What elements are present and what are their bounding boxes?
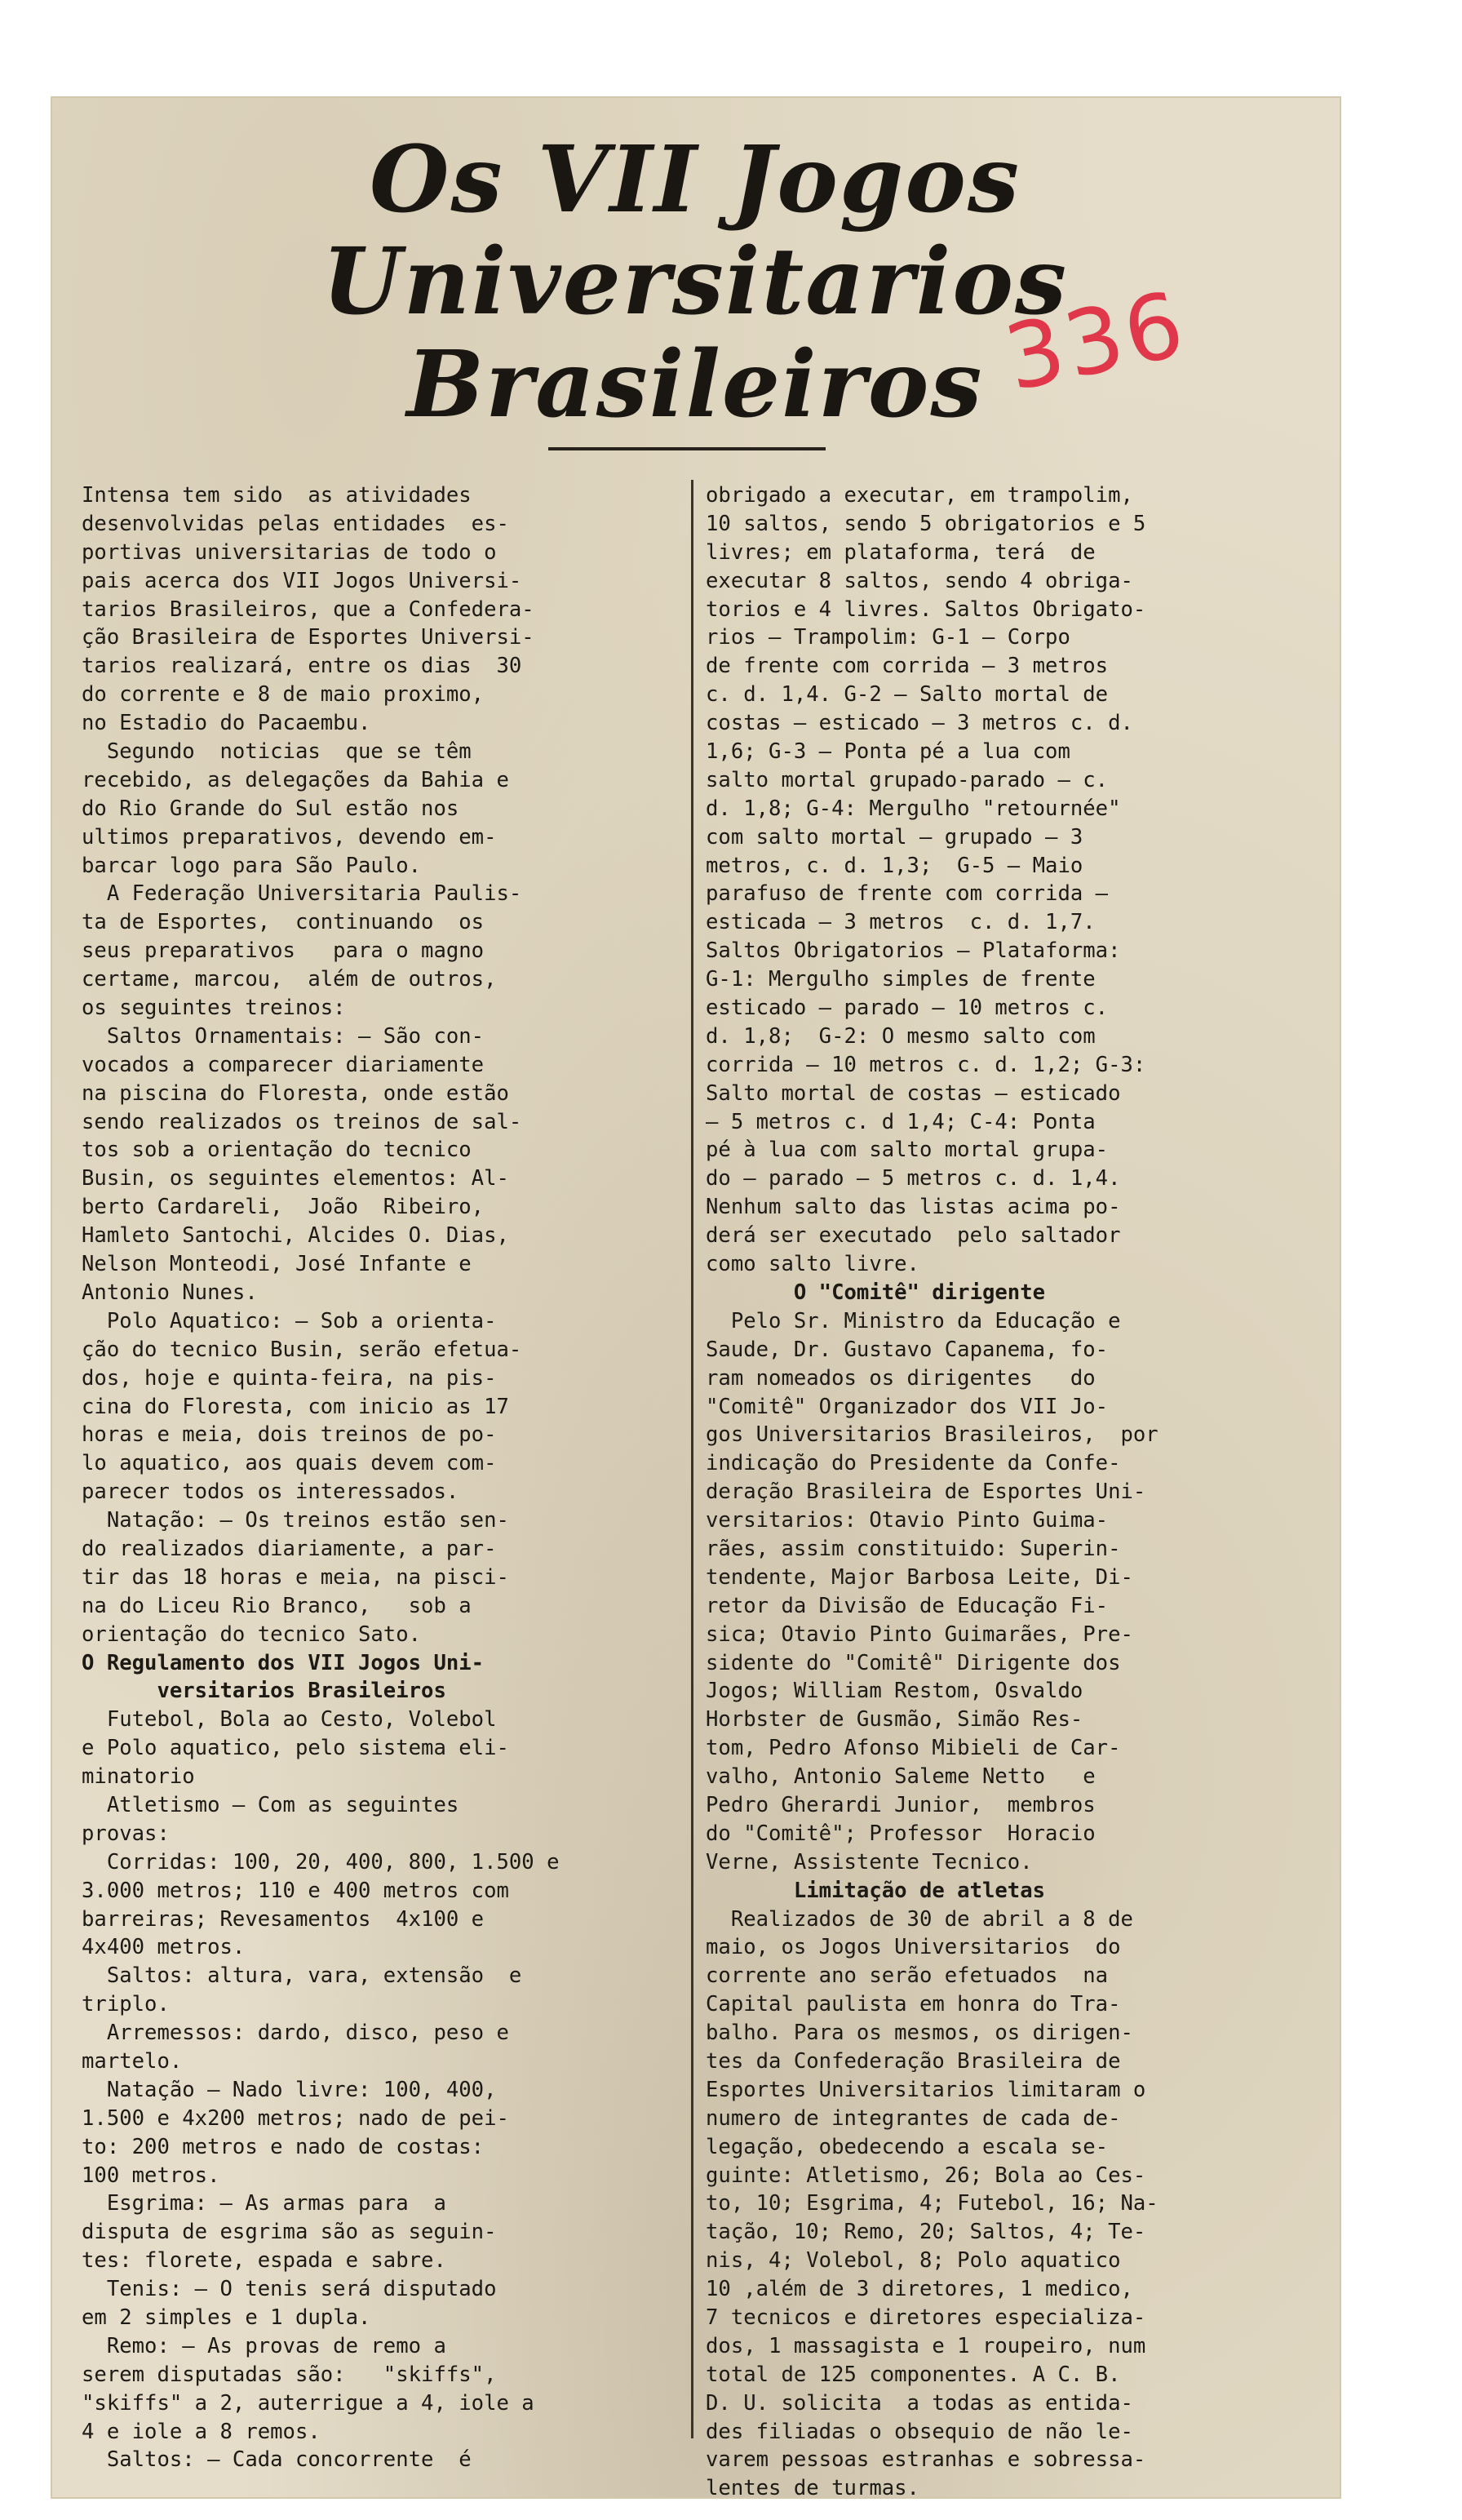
left-column-line: martelo. bbox=[82, 2048, 183, 2074]
right-column-line: Nenhum salto das listas acima po- bbox=[706, 1195, 1121, 1220]
right-column-line: sidente do "Comitê" Dirigente dos bbox=[706, 1650, 1121, 1675]
right-column-line: tom, Pedro Afonso Mibieli de Car- bbox=[706, 1736, 1121, 1761]
right-column-line: Jogos; William Restom, Osvaldo bbox=[706, 1679, 1083, 1704]
left-column-line: certame, marcou, além de outros, bbox=[82, 967, 497, 992]
left-column-line: ta de Esportes, continuando os bbox=[82, 910, 485, 935]
left-column-line: seus preparativos para o magno bbox=[82, 938, 485, 964]
right-column-line: maio, os Jogos Universitarios do bbox=[706, 1935, 1121, 1960]
right-column-line: costas — esticado — 3 metros c. d. bbox=[706, 711, 1133, 736]
right-column-line: tes da Confederação Brasileira de bbox=[706, 2048, 1121, 2074]
right-column-line: versitarios: Otavio Pinto Guima- bbox=[706, 1508, 1109, 1533]
left-column-line: sendo realizados os treinos de sal- bbox=[82, 1109, 522, 1134]
left-column-line: na do Liceu Rio Branco, sob a bbox=[82, 1593, 472, 1618]
right-column-line: guinte: Atletismo, 26; Bola ao Ces- bbox=[706, 2163, 1146, 2188]
left-column-line: barcar logo para São Paulo. bbox=[82, 853, 422, 878]
left-column-line: "skiffs" a 2, auterrigue a 4, iole a bbox=[82, 2390, 534, 2416]
left-column-line: desenvolvidas pelas entidades es- bbox=[82, 511, 509, 536]
right-column-line: lentes de turmas. bbox=[706, 2476, 919, 2499]
left-column-line: 100 metros. bbox=[82, 2163, 220, 2188]
right-column bbox=[706, 481, 1326, 2499]
left-column-line: serem disputadas são: "skiffs", bbox=[82, 2362, 497, 2387]
right-column-line: Horbster de Gusmão, Simão Res- bbox=[706, 1707, 1083, 1732]
right-column-line: 10 ,além de 3 diretores, 1 medico, bbox=[706, 2277, 1133, 2302]
left-column-line: tes: florete, espada e sabre. bbox=[82, 2248, 446, 2274]
right-column-line: indicação do Presidente da Confe- bbox=[706, 1451, 1121, 1476]
left-column-line: Antonio Nunes. bbox=[82, 1280, 258, 1305]
right-column-line: Salto mortal de costas — esticado bbox=[706, 1080, 1121, 1106]
left-column-line: barreiras; Revesamentos 4x100 e bbox=[82, 1906, 485, 1932]
right-column-line: c. d. 1,4. G-2 — Salto mortal de bbox=[706, 682, 1109, 708]
right-column-line: deração Brasileira de Esportes Uni- bbox=[706, 1480, 1146, 1505]
left-column-line: 4 e iole a 8 remos. bbox=[82, 2419, 321, 2444]
left-column-line: Arremessos: dardo, disco, peso e bbox=[82, 2021, 509, 2046]
right-column-line: balho. Para os mesmos, os dirigen- bbox=[706, 2021, 1133, 2046]
headline-line-2: Brasileiros bbox=[406, 331, 984, 438]
left-column-line: tarios Brasileiros, que a Confedera- bbox=[82, 597, 534, 622]
right-column-line: 1,6; G-3 — Ponta pé a lua com bbox=[706, 739, 1070, 765]
right-column-line: Pelo Sr. Ministro da Educação e bbox=[706, 1308, 1121, 1333]
left-column-line: tarios realizará, entre os dias 30 bbox=[82, 654, 522, 679]
left-column-line: na piscina do Floresta, onde estão bbox=[82, 1080, 509, 1106]
left-column-line: Remo: — As provas de remo a bbox=[82, 2333, 446, 2358]
left-column-line: Natação — Nado livre: 100, 400, bbox=[82, 2077, 497, 2102]
left-column-line: horas e meia, dois treinos de po- bbox=[82, 1422, 497, 1448]
newspaper-clipping bbox=[51, 96, 1341, 2499]
left-column-line: versitarios Brasileiros bbox=[82, 1679, 446, 1704]
right-column-line: torios e 4 livres. Saltos Obrigato- bbox=[706, 597, 1146, 622]
left-column-line: O Regulamento dos VII Jogos Uni- bbox=[82, 1650, 485, 1675]
right-column-line: obrigado a executar, em trampolim, bbox=[706, 483, 1133, 508]
left-column-line: Busin, os seguintes elementos: Al- bbox=[82, 1166, 509, 1191]
left-column-line: tos sob a orientação do tecnico bbox=[82, 1138, 472, 1163]
handwritten-number: 336 bbox=[996, 271, 1195, 411]
left-column-line: Polo Aquatico: — Sob a orienta- bbox=[82, 1308, 497, 1333]
left-column-line: ção do tecnico Busin, serão efetua- bbox=[82, 1337, 522, 1362]
right-column-line: salto mortal grupado-parado — c. bbox=[706, 767, 1109, 792]
right-column-line: Verne, Assistente Tecnico. bbox=[706, 1849, 1033, 1874]
right-column-line: nis, 4; Volebol, 8; Polo aquatico bbox=[706, 2248, 1121, 2274]
right-column-line: total de 125 componentes. A C. B. bbox=[706, 2362, 1121, 2387]
left-column-line: parecer todos os interessados. bbox=[82, 1480, 459, 1505]
left-column-line: Atletismo — Com as seguintes bbox=[82, 1792, 459, 1817]
right-column-line: tendente, Major Barbosa Leite, Di- bbox=[706, 1564, 1133, 1590]
left-column-line: pais acerca dos VII Jogos Universi- bbox=[82, 568, 522, 593]
right-column-line: rães, assim constituido: Superin- bbox=[706, 1536, 1121, 1561]
left-column-line: cina do Floresta, com inicio as 17 bbox=[82, 1394, 509, 1419]
right-column-line: do — parado — 5 metros c. d. 1,4. bbox=[706, 1166, 1121, 1191]
right-column-line: gos Universitarios Brasileiros, por bbox=[706, 1422, 1159, 1448]
left-column-line: 3.000 metros; 110 e 400 metros com bbox=[82, 1878, 509, 1903]
left-column-line: em 2 simples e 1 dupla. bbox=[82, 2305, 371, 2330]
right-column-line: 7 tecnicos e diretores especializa- bbox=[706, 2305, 1146, 2330]
right-column-line: Pedro Gherardi Junior, membros bbox=[706, 1792, 1096, 1817]
right-column-line: ram nomeados os dirigentes do bbox=[706, 1365, 1096, 1391]
left-column-line: to: 200 metros e nado de costas: bbox=[82, 2134, 485, 2159]
left-column-line: lo aquatico, aos quais devem com- bbox=[82, 1451, 497, 1476]
left-column-line: e Polo aquatico, pelo sistema eli- bbox=[82, 1736, 509, 1761]
right-column-line: livres; em plataforma, terá de bbox=[706, 539, 1096, 565]
right-column-line: d. 1,8; G-2: O mesmo salto com bbox=[706, 1023, 1096, 1049]
right-column-line: to, 10; Esgrima, 4; Futebol, 16; Na- bbox=[706, 2191, 1159, 2216]
right-column-line: Capital paulista em honra do Tra- bbox=[706, 1992, 1121, 2017]
left-column-line: Tenis: — O tenis será disputado bbox=[82, 2277, 497, 2302]
right-column-line: corrente ano serão efetuados na bbox=[706, 1963, 1109, 1989]
left-column-line: Saltos Ornamentais: — São con- bbox=[82, 1023, 485, 1049]
right-column-line: metros, c. d. 1,3; G-5 — Maio bbox=[706, 853, 1083, 878]
left-column bbox=[82, 481, 685, 2474]
right-column-line: 10 saltos, sendo 5 obrigatorios e 5 bbox=[706, 511, 1146, 536]
left-column-line: portivas universitarias de todo o bbox=[82, 539, 497, 565]
left-column-line: Corridas: 100, 20, 400, 800, 1.500 e bbox=[82, 1849, 560, 1874]
right-column-line: esticada — 3 metros c. d. 1,7. bbox=[706, 910, 1096, 935]
right-column-line: do "Comitê"; Professor Horacio bbox=[706, 1821, 1096, 1846]
left-column-line: Natação: — Os treinos estão sen- bbox=[82, 1508, 509, 1533]
left-column-line: vocados a comparecer diariamente bbox=[82, 1052, 485, 1077]
right-column-line: D. U. solicita a todas as entida- bbox=[706, 2390, 1133, 2416]
left-column-line: Esgrima: — As armas para a bbox=[82, 2191, 446, 2216]
right-column-line: Realizados de 30 de abril a 8 de bbox=[706, 1906, 1133, 1932]
headline-line-1: Os VII Jogos Universitarios bbox=[321, 126, 1069, 336]
left-column-line: disputa de esgrima são as seguin- bbox=[82, 2220, 497, 2245]
right-column-line: retor da Divisão de Educação Fi- bbox=[706, 1593, 1109, 1618]
right-column-line: Esportes Universitarios limitaram o bbox=[706, 2077, 1146, 2102]
right-column-line: valho, Antonio Saleme Netto e bbox=[706, 1764, 1096, 1790]
right-column-line: d. 1,8; G-4: Mergulho "retournée" bbox=[706, 796, 1121, 821]
right-column-line: como salto livre. bbox=[706, 1252, 919, 1277]
left-column-line: orientação do tecnico Sato. bbox=[82, 1622, 422, 1647]
left-column-line: berto Cardareli, João Ribeiro, bbox=[82, 1195, 485, 1220]
right-column-line: de frente com corrida — 3 metros bbox=[706, 654, 1109, 679]
left-column-line: no Estadio do Pacaembu. bbox=[82, 711, 371, 736]
left-column-line: Intensa tem sido as atividades bbox=[82, 483, 472, 508]
left-column-line: do realizados diariamente, a par- bbox=[82, 1536, 497, 1561]
right-column-line: dos, 1 massagista e 1 roupeiro, num bbox=[706, 2333, 1146, 2358]
left-column-line: do Rio Grande do Sul estão nos bbox=[82, 796, 459, 821]
left-column-line: Saltos: — Cada concorrente é bbox=[82, 2447, 472, 2473]
left-column-line: 1.500 e 4x200 metros; nado de pei- bbox=[82, 2105, 509, 2131]
right-column-line: Saltos Obrigatorios — Plataforma: bbox=[706, 938, 1121, 964]
left-column-line: Futebol, Bola ao Cesto, Volebol bbox=[82, 1707, 497, 1732]
right-column-line: parafuso de frente com corrida — bbox=[706, 881, 1109, 907]
left-column-line: A Federação Universitaria Paulis- bbox=[82, 881, 522, 907]
left-column-line: ultimos preparativos, devendo em- bbox=[82, 824, 497, 850]
left-column-line: Hamleto Santochi, Alcides O. Dias, bbox=[82, 1223, 509, 1249]
right-column-line: rios — Trampolim: G-1 — Corpo bbox=[706, 625, 1070, 650]
right-column-line: Limitação de atletas bbox=[706, 1878, 1046, 1903]
right-column-line: G-1: Mergulho simples de frente bbox=[706, 967, 1096, 992]
right-column-line: "Comitê" Organizador dos VII Jo- bbox=[706, 1394, 1109, 1419]
left-column-line: tir das 18 horas e meia, na pisci- bbox=[82, 1564, 509, 1590]
left-column-line: triplo. bbox=[82, 1992, 170, 2017]
right-column-line: des filiadas o obsequio de não le- bbox=[706, 2419, 1133, 2444]
headline-rule bbox=[548, 447, 826, 450]
left-column-line: os seguintes treinos: bbox=[82, 996, 346, 1021]
right-column-line: legação, obedecendo a escala se- bbox=[706, 2134, 1109, 2159]
left-column-line: Segundo noticias que se têm bbox=[82, 739, 472, 765]
right-column-line: esticado — parado — 10 metros c. bbox=[706, 996, 1109, 1021]
left-column-line: recebido, as delegações da Bahia e bbox=[82, 767, 509, 792]
right-column-line: numero de integrantes de cada de- bbox=[706, 2105, 1121, 2131]
left-column-line: Saltos: altura, vara, extensão e bbox=[82, 1963, 522, 1989]
right-column-line: Saude, Dr. Gustavo Capanema, fo- bbox=[706, 1337, 1109, 1362]
right-column-line: pé à lua com salto mortal grupa- bbox=[706, 1138, 1109, 1163]
left-column-line: Nelson Monteodi, José Infante e bbox=[82, 1252, 472, 1277]
right-column-line: — 5 metros c. d 1,4; C-4: Ponta bbox=[706, 1109, 1096, 1134]
left-column-line: 4x400 metros. bbox=[82, 1935, 246, 1960]
right-column-line: O "Comitê" dirigente bbox=[706, 1280, 1046, 1305]
left-column-line: ção Brasileira de Esportes Universi- bbox=[82, 625, 534, 650]
column-divider bbox=[691, 480, 693, 2438]
left-column-line: do corrente e 8 de maio proximo, bbox=[82, 682, 485, 708]
left-column-line: minatorio bbox=[82, 1764, 195, 1790]
right-column-line: tação, 10; Remo, 20; Saltos, 4; Te- bbox=[706, 2220, 1146, 2245]
right-column-line: sica; Otavio Pinto Guimarães, Pre- bbox=[706, 1622, 1133, 1647]
right-column-line: corrida — 10 metros c. d. 1,2; G-3: bbox=[706, 1052, 1146, 1077]
right-column-line: varem pessoas estranhas e sobressa- bbox=[706, 2447, 1146, 2473]
left-column-line: provas: bbox=[82, 1821, 170, 1846]
right-column-line: com salto mortal — grupado — 3 bbox=[706, 824, 1083, 850]
right-column-line: executar 8 saltos, sendo 4 obriga- bbox=[706, 568, 1133, 593]
right-column-line: derá ser executado pelo saltador bbox=[706, 1223, 1121, 1249]
left-column-line: dos, hoje e quinta-feira, na pis- bbox=[82, 1365, 497, 1391]
